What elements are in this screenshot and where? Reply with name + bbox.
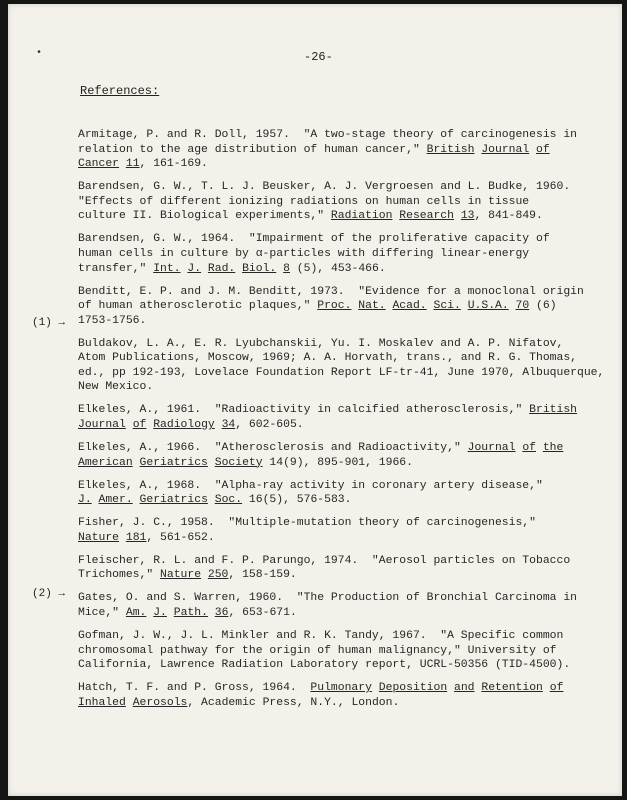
- reference-line: [78, 696, 618, 711]
- reference-line: [78, 606, 618, 621]
- citation-text: [215, 419, 222, 431]
- reference-line: [78, 180, 618, 195]
- citation-text: relation to the age distribution of human cancer,": [78, 143, 427, 156]
- reference-line: [78, 493, 618, 508]
- underlined-title-text: U.S.A.: [467, 300, 509, 313]
- citation-text: Elkeles, A., 1968. "Alpha-ray activity in coronary artery disease,": [78, 479, 543, 492]
- reference-line: [78, 681, 618, 696]
- underlined-title-text: 13: [460, 210, 475, 223]
- citation-text: [208, 494, 215, 506]
- citation-text: Elkeles, A., 1966. "Atherosclerosis and Radioactivity,": [78, 442, 468, 455]
- citation-text: [427, 300, 434, 312]
- reference-line: [78, 554, 618, 569]
- underlined-title-text: Rad.: [207, 262, 236, 275]
- reference-entry: [78, 441, 618, 470]
- citation-text: [119, 532, 126, 544]
- citation-text: Buldakov, L. A., E. R. Lyubchanskii, Yu. I. Moskalev and A. P. Nifatov,: [78, 337, 564, 350]
- reference-line: [78, 247, 618, 262]
- citation-text: [133, 457, 140, 469]
- citation-text: (5), 453-466.: [289, 262, 386, 275]
- citation-text: [92, 494, 99, 506]
- underlined-title-text: 250: [207, 569, 229, 582]
- underlined-title-text: Am.: [125, 606, 147, 619]
- underlined-title-text: 11: [125, 158, 140, 171]
- reference-line: [78, 516, 618, 531]
- reference-line: [78, 418, 618, 433]
- reference-line: [78, 629, 618, 644]
- underlined-title-text: Pulmonary: [310, 682, 372, 695]
- reference-line: [78, 658, 618, 673]
- citation-text: culture II. Biological experiments,": [78, 210, 331, 223]
- underlined-title-text: Path.: [173, 606, 208, 619]
- citation-text: Hatch, T. F. and P. Gross, 1964.: [78, 682, 311, 695]
- reference-line: [78, 591, 618, 606]
- citation-text: Mice,": [78, 606, 126, 619]
- underlined-title-text: Sci.: [433, 300, 461, 313]
- citation-text: "Effects of different ionizing radiations on human cells in tissue: [78, 195, 530, 208]
- citation-text: [447, 682, 454, 694]
- citation-text: Barendsen, G. W., 1964. "Impairment of the proliferative capacity of: [78, 233, 550, 246]
- underlined-title-text: Nature: [78, 531, 120, 544]
- citation-text: [208, 457, 215, 469]
- citation-text: , 602-605.: [235, 419, 304, 432]
- reference-line: [78, 568, 618, 583]
- underlined-title-text: 8: [283, 262, 290, 275]
- underlined-title-text: Acad.: [392, 300, 427, 313]
- citation-text: Elkeles, A., 1961. "Radioactivity in calcified atherosclerosis,": [78, 404, 530, 417]
- underlined-title-text: Retention: [481, 682, 543, 695]
- underlined-title-text: Journal: [78, 419, 126, 432]
- citation-text: [536, 442, 543, 454]
- reference-line: [78, 157, 618, 172]
- citation-text: , 161-169.: [139, 158, 208, 171]
- reference-line: [78, 314, 618, 329]
- citation-text: [126, 419, 133, 431]
- reference-line: [78, 531, 618, 546]
- citation-text: [543, 682, 550, 694]
- underlined-title-text: Geriatrics: [139, 494, 208, 507]
- underlined-title-text: Geriatrics: [139, 456, 208, 469]
- underlined-title-text: American: [78, 456, 133, 469]
- citation-text: Gofman, J. W., J. L. Minkler and R. K. Tandy, 1967. "A Specific common: [78, 629, 564, 642]
- reference-line: [78, 195, 618, 210]
- citation-text: , 653-671.: [228, 606, 297, 619]
- citation-text: [133, 494, 140, 506]
- underlined-title-text: 70: [515, 300, 530, 313]
- underlined-title-text: Deposition: [378, 682, 448, 695]
- underlined-title-text: Nat.: [358, 300, 386, 313]
- citation-text: [126, 697, 133, 709]
- underlined-title-text: 36: [214, 606, 229, 619]
- speck-mark: •: [36, 48, 43, 59]
- underlined-title-text: Aerosols: [132, 696, 188, 709]
- underlined-title-text: Journal: [467, 442, 516, 455]
- underlined-title-text: Biol.: [242, 262, 277, 275]
- reference-line: [78, 456, 618, 471]
- reference-line: [78, 128, 618, 143]
- underlined-title-text: Society: [214, 456, 263, 469]
- citation-text: [454, 210, 461, 222]
- underlined-title-text: of: [522, 442, 536, 455]
- references-heading: References:: [80, 84, 160, 98]
- underlined-title-text: Amer.: [98, 494, 133, 507]
- underlined-title-text: Radiology: [153, 419, 215, 432]
- citation-text: Atom Publications, Moscow, 1969; A. A. Horvath, trans., and R. G. Thomas,: [78, 352, 577, 365]
- citation-text: [201, 569, 208, 581]
- margin-mark-2: (2) →: [32, 588, 66, 600]
- reference-entry: [78, 629, 618, 673]
- citation-text: California, Lawrence Radiation Laboratory report, UCRL-50356 (TID-4500).: [78, 659, 571, 672]
- reference-entry: [78, 232, 618, 276]
- reference-entry: [78, 180, 618, 224]
- reference-entry: [78, 128, 618, 172]
- citation-text: Fisher, J. C., 1958. "Multiple-mutation theory of carcinogenesis,": [78, 517, 536, 530]
- underlined-title-text: the: [542, 442, 564, 455]
- reference-entry: [78, 285, 618, 329]
- reference-line: [78, 644, 618, 659]
- citation-text: , 158-159.: [228, 569, 297, 582]
- citation-text: of human atherosclerotic plaques,": [78, 300, 318, 313]
- underlined-title-text: and: [454, 682, 475, 695]
- reference-list: [78, 128, 618, 719]
- citation-text: [372, 682, 379, 694]
- citation-text: , 561-652.: [146, 531, 215, 544]
- underlined-title-text: Journal: [481, 143, 530, 156]
- reference-entry: [78, 516, 618, 545]
- citation-text: Barendsen, G. W., T. L. J. Beusker, A. J. Vergroesen and L. Budke, 1960.: [78, 181, 571, 194]
- citation-text: , Academic Press, N.Y., London.: [187, 696, 400, 709]
- underlined-title-text: Soc.: [214, 494, 243, 507]
- underlined-title-text: 34: [221, 419, 236, 432]
- reference-line: [78, 337, 618, 352]
- reference-line: [78, 209, 618, 224]
- margin-mark-1: (1) →: [32, 317, 66, 329]
- page-number: -26-: [304, 50, 333, 64]
- citation-text: Trichomes,": [78, 569, 161, 582]
- citation-text: chromosomal pathway for the origin of human malignancy," University of: [78, 644, 557, 657]
- underlined-title-text: of: [536, 143, 550, 156]
- reference-entry: [78, 479, 618, 508]
- citation-text: [529, 144, 536, 156]
- underlined-title-text: of: [549, 682, 564, 695]
- underlined-title-text: British: [426, 143, 475, 156]
- reference-line: [78, 403, 618, 418]
- citation-text: (6): [529, 300, 557, 313]
- citation-text: , 841-849.: [474, 210, 543, 223]
- reference-line: [78, 299, 618, 314]
- reference-entry: [78, 554, 618, 583]
- underlined-title-text: Research: [399, 210, 454, 223]
- reference-line: [78, 262, 618, 277]
- citation-text: [201, 263, 208, 275]
- reference-line: [78, 285, 618, 300]
- document-page: [8, 4, 622, 796]
- underlined-title-text: J.: [153, 606, 167, 619]
- underlined-title-text: Int.: [153, 262, 181, 275]
- citation-text: New Mexico.: [78, 381, 154, 394]
- underlined-title-text: Nature: [160, 569, 202, 582]
- underlined-title-text: J.: [187, 262, 202, 275]
- reference-line: [78, 351, 618, 366]
- citation-text: Fleischer, R. L. and F. P. Parungo, 1974. "Aerosol particles on Tobacco: [78, 554, 571, 567]
- reference-entry: [78, 591, 618, 620]
- reference-line: [78, 143, 618, 158]
- reference-line: [78, 441, 618, 456]
- reference-line: [78, 366, 618, 381]
- underlined-title-text: British: [529, 404, 578, 417]
- citation-text: Gates, O. and S. Warren, 1960. "The Production of Bronchial Carcinoma in: [78, 592, 577, 605]
- reference-line: [78, 380, 618, 395]
- underlined-title-text: of: [132, 419, 147, 432]
- reference-line: [78, 232, 618, 247]
- citation-text: [167, 607, 174, 619]
- reference-entry: [78, 681, 618, 710]
- citation-text: transfer,": [78, 262, 154, 275]
- underlined-title-text: Cancer: [78, 158, 120, 171]
- citation-text: Armitage, P. and R. Doll, 1957. "A two-stage theory of carcinogenesis in: [78, 129, 577, 141]
- underlined-title-text: 181: [125, 531, 147, 544]
- citation-text: human cells in culture by α-particles with differing linear-energy: [78, 247, 530, 260]
- underlined-title-text: Proc.: [317, 300, 352, 313]
- reference-line: [78, 479, 618, 494]
- citation-text: 16(5), 576-583.: [242, 494, 352, 507]
- citation-text: ed., pp 192-193, Lovelace Foundation Report LF-tr-41, June 1970, Albuquerque,: [78, 366, 605, 379]
- underlined-title-text: J.: [78, 494, 92, 507]
- citation-text: [461, 300, 468, 312]
- underlined-title-text: Radiation: [330, 210, 393, 223]
- reference-entry: [78, 403, 618, 432]
- reference-entry: [78, 337, 618, 395]
- underlined-title-text: Inhaled: [78, 696, 126, 709]
- citation-text: Benditt, E. P. and J. M. Benditt, 1973. "Evidence for a monoclonal origin: [78, 285, 584, 298]
- citation-text: 1753-1756.: [78, 314, 147, 327]
- citation-text: [509, 300, 516, 312]
- citation-text: 14(9), 895-901, 1966.: [262, 456, 413, 469]
- citation-text: [208, 607, 215, 619]
- citation-text: [119, 158, 126, 170]
